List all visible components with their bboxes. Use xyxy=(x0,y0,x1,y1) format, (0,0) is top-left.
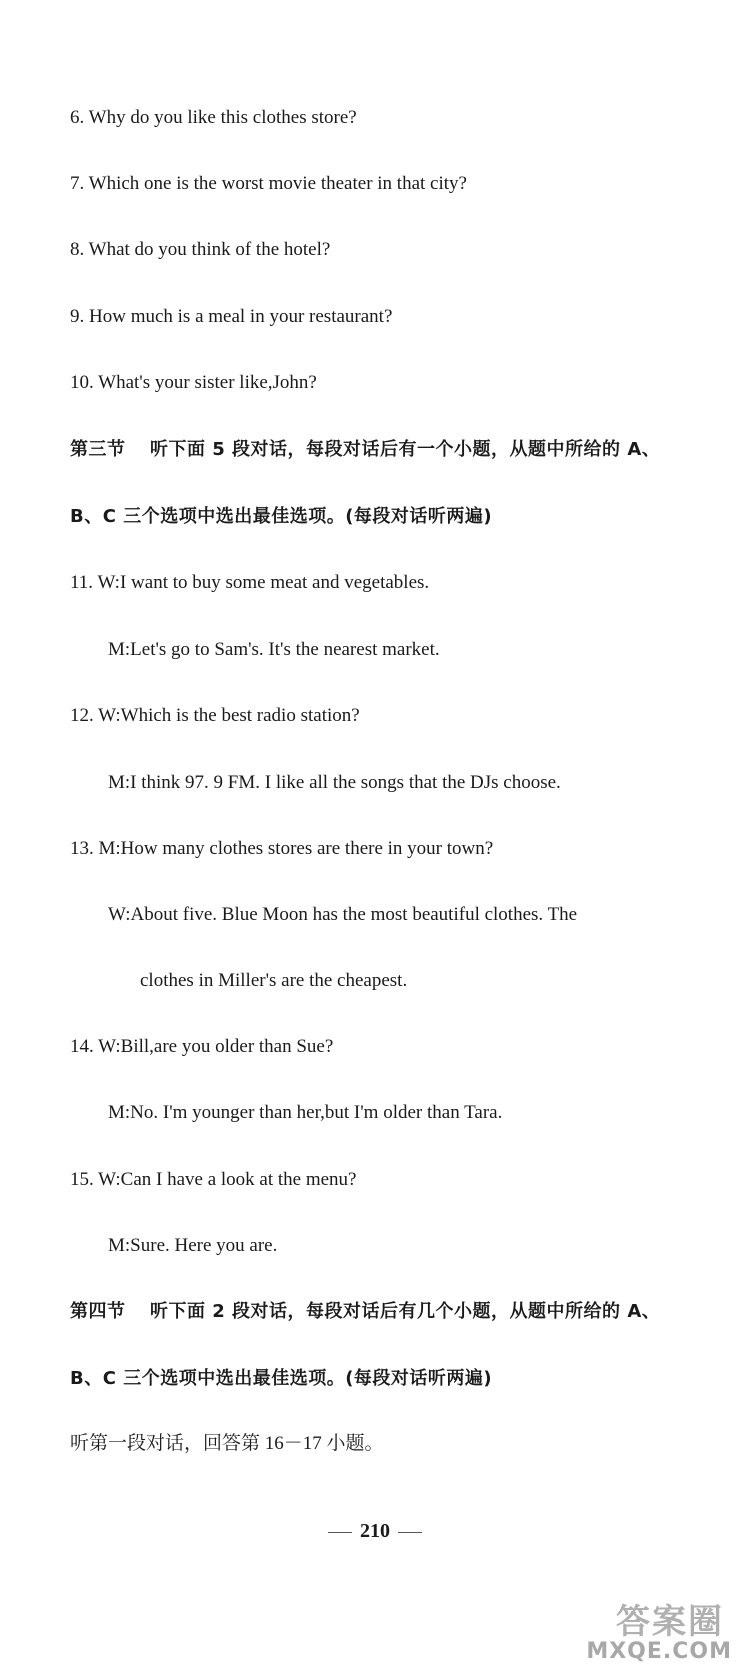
dialogue-12-line2: M:I think 97. 9 FM. I like all the songs that the DJs choose. xyxy=(108,772,561,793)
question-9: 9. How much is a meal in your restaurant? xyxy=(70,306,393,327)
section3-heading-line2: B、C 三个选项中选出最佳选项。(每段对话听两遍) xyxy=(70,506,493,527)
dialogue-13-line2: W:About five. Blue Moon has the most beautiful clothes. The xyxy=(108,904,578,925)
watermark-logo: 答案圈 xyxy=(616,1602,724,1642)
section4-tag: 第四节 xyxy=(70,1301,126,1322)
dialogue-13-line1: 13. M:How many clothes stores are there in your town? xyxy=(70,838,494,859)
question-10: 10. What's your sister like,John? xyxy=(70,372,317,393)
question-6: 6. Why do you like this clothes store? xyxy=(70,107,357,128)
dialogue-14-line1: 14. W:Bill,are you older than Sue? xyxy=(70,1036,334,1057)
page-number-dash-left xyxy=(328,1532,352,1533)
dialogue-14-line2: M:No. I'm younger than her,but I'm older than Tara. xyxy=(108,1102,503,1123)
page-number-value: 210 xyxy=(360,1520,390,1542)
watermark xyxy=(562,1594,732,1664)
page-number xyxy=(0,1520,750,1543)
instruction-text: 听第一段对话，回答第 16－17 小题。 xyxy=(70,1433,384,1454)
section3-heading xyxy=(70,438,710,462)
section3-heading-line1: 听下面 5 段对话，每段对话后有一个小题，从题中所给的 A、 xyxy=(150,439,661,460)
dialogue-11-line1: 11. W:I want to buy some meat and vegetables. xyxy=(70,572,430,593)
page-number-dash-right xyxy=(398,1532,422,1533)
dialogue-15-line1: 15. W:Can I have a look at the menu? xyxy=(70,1169,357,1190)
section4-heading-line2: B、C 三个选项中选出最佳选项。(每段对话听两遍) xyxy=(70,1368,493,1389)
section4-heading xyxy=(70,1300,710,1324)
question-8: 8. What do you think of the hotel? xyxy=(70,239,331,260)
question-7: 7. Which one is the worst movie theater in that city? xyxy=(70,173,467,194)
section4-heading-line1: 听下面 2 段对话，每段对话后有几个小题，从题中所给的 A、 xyxy=(150,1301,661,1322)
watermark-url: MXQE.COM xyxy=(586,1639,732,1664)
section3-tag: 第三节 xyxy=(70,439,126,460)
dialogue-12-line1: 12. W:Which is the best radio station? xyxy=(70,705,360,726)
dialogue-13-line3: clothes in Miller's are the cheapest. xyxy=(140,970,408,991)
dialogue-11-line2: M:Let's go to Sam's. It's the nearest market. xyxy=(108,639,440,660)
dialogue-15-line2: M:Sure. Here you are. xyxy=(108,1235,278,1256)
